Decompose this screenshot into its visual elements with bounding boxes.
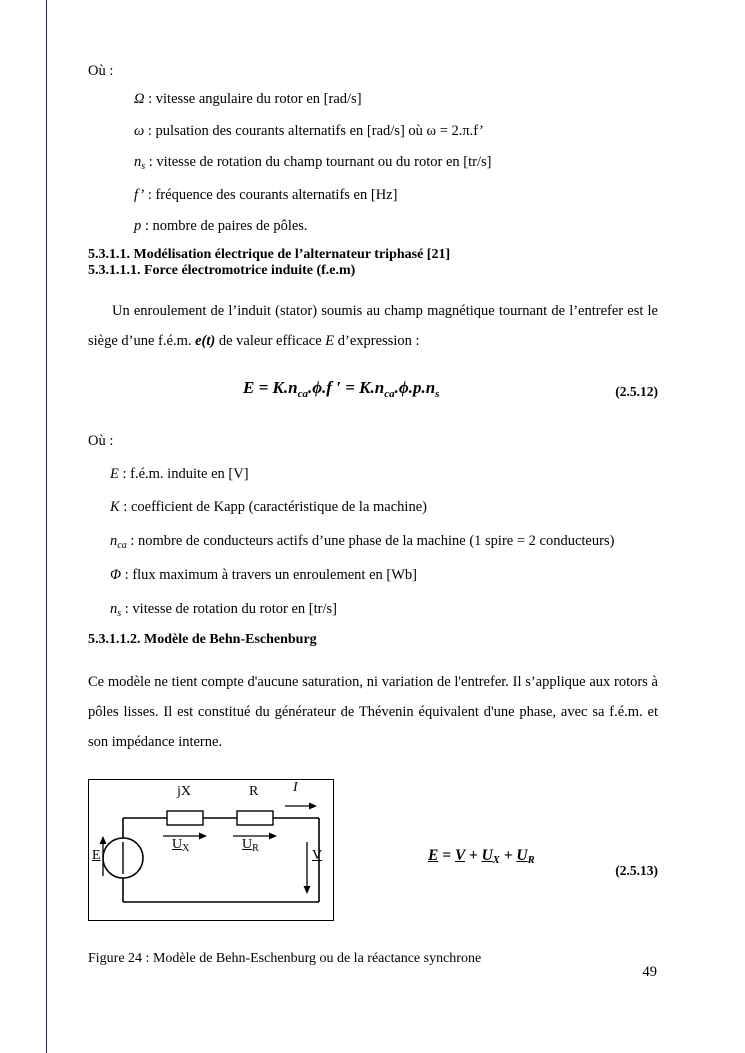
eq2-e: E	[428, 847, 439, 865]
paragraph-fem	[88, 297, 658, 356]
ou-label-2: Où :	[88, 433, 114, 450]
page-number: 49	[642, 964, 657, 980]
paragraph-text-part1: Un enroulement de l’induit (stator) soumis au champ magnétique tournant de l’entrefer est le siège d’une f.é.m.	[88, 302, 658, 349]
section-heading-5-3-1-1: 5.3.1.1. Modélisation électrique de l’alternateur triphasé [21]	[88, 246, 451, 262]
definition-text: : fréquence des courants alternatifs en [Hz]	[144, 186, 398, 203]
label-ux-letter: U	[172, 837, 183, 853]
label-current-i: I	[293, 780, 298, 796]
definition-item	[110, 530, 658, 554]
equation-part-2: .ϕ.f ′ = K.n	[307, 378, 385, 398]
definition-item	[134, 151, 658, 175]
equation-part-1: E = K.n	[243, 378, 298, 398]
eq2-equals: =	[438, 847, 455, 865]
equation-sub-ca-1: ca	[297, 388, 308, 401]
definition-symbol	[110, 601, 121, 617]
definition-item	[134, 215, 658, 237]
eq2-plus-2: +	[499, 847, 517, 865]
definition-symbol: K	[110, 499, 120, 516]
definition-text: : nombre de conducteurs actifs d’une phase de la machine (1 spire = 2 conducteurs)	[126, 532, 615, 549]
definition-list-1	[134, 88, 658, 237]
definition-item	[110, 598, 658, 622]
definition-text: : vitesse de rotation du champ tournant ou du rotor en [tr/s]	[145, 154, 492, 171]
definition-text: : nombre de paires de pôles.	[141, 218, 308, 235]
definition-symbol-text: $n_s$	[110, 600, 122, 619]
eq2-ux: U	[481, 847, 493, 865]
section-heading-5-3-1-1-1: 5.3.1.1.1. Force électromotrice induite (f.e.m)	[88, 262, 356, 278]
equation-2-5-13	[428, 847, 535, 866]
definition-text: : flux maximum à travers un enroulement en [Wb]	[121, 567, 417, 584]
definition-item	[110, 564, 658, 586]
definition-item	[134, 88, 658, 110]
equation-number-2-5-12: (2.5.12)	[615, 384, 658, 400]
eq2-ur: U	[516, 847, 528, 865]
equation-sub-ca-2: ca	[384, 388, 395, 401]
label-ux	[172, 837, 189, 854]
circuit-diagram	[88, 779, 334, 921]
label-e: E	[92, 848, 101, 864]
page-content	[88, 60, 658, 970]
equation-sub-s: s	[435, 388, 440, 401]
ou-label-1: Où :	[88, 63, 114, 79]
label-ur-letter: U	[242, 837, 253, 853]
definition-symbol: E	[110, 465, 119, 482]
definition-symbol: Ω	[134, 91, 145, 108]
definition-list-2	[110, 463, 658, 621]
definition-item	[110, 463, 658, 485]
definition-symbol: f’	[134, 186, 145, 203]
circuit-svg	[89, 780, 330, 917]
paragraph-text: Ce modèle ne tient compte d'aucune saturation, ni variation de l'entrefer. Il s’applique aux rotors à pôles lisses. Il est constitué du générateur de Thévenin équivalent d'une phase, avec sa f.é.m. et son impédance interne.	[88, 674, 658, 750]
eq2-v: V	[454, 847, 465, 865]
paragraph-indent	[88, 303, 112, 319]
definition-text: : vitesse de rotation du rotor en [tr/s]	[121, 600, 337, 617]
eq2-plus-1: +	[465, 847, 482, 865]
definition-symbol	[110, 533, 127, 549]
paragraph-text-part2: de valeur efficace	[215, 332, 326, 349]
equation-number-2-5-13: (2.5.13)	[615, 863, 658, 879]
label-ur	[242, 837, 259, 854]
definition-item	[110, 496, 658, 518]
eq2-ur-sub: R	[527, 855, 535, 867]
definition-symbol: Φ	[110, 567, 122, 584]
definition-symbol: p	[134, 218, 142, 235]
equation-part-3: .ϕ.p.n	[394, 378, 436, 398]
label-jx: jX	[177, 784, 191, 800]
definition-text: : coefficient de Kapp (caractéristique de la machine)	[119, 499, 427, 516]
definition-text: : f.é.m. induite en [V]	[118, 465, 249, 482]
paragraph-behn-eschenburg	[88, 668, 658, 757]
label-ur-sub: R	[252, 843, 259, 855]
definition-item	[134, 184, 658, 206]
label-r: R	[249, 784, 259, 800]
definition-symbol-text: $n_s$	[134, 154, 146, 173]
equation-row-2-5-12	[88, 378, 658, 408]
definition-symbol-text: $n_{ca}$	[110, 532, 127, 551]
section-heading-5-3-1-1-2: 5.3.1.1.2. Modèle de Behn-Eschenburg	[88, 632, 317, 648]
figure-caption: Figure 24 : Modèle de Behn-Eschenburg ou de la réactance synchrone	[88, 951, 482, 967]
definition-text: : pulsation des courants alternatifs en [rad/s] où ω = 2.π.f’	[144, 122, 484, 139]
definition-symbol: ω	[134, 122, 145, 139]
figure-area	[88, 779, 658, 934]
label-ux-sub: X	[182, 843, 190, 855]
label-v: V	[312, 848, 323, 864]
paragraph-text-part3: d’expression :	[334, 332, 420, 349]
eq2-ux-sub: X	[492, 855, 500, 867]
definition-item	[134, 120, 658, 142]
paragraph-emphasis-et: e(t)	[195, 332, 216, 349]
page-left-rule	[46, 0, 47, 1053]
equation-2-5-12	[243, 378, 439, 400]
definition-text: : vitesse angulaire du rotor en [rad/s]	[144, 91, 362, 108]
definition-symbol	[134, 154, 146, 173]
paragraph-emphasis-E: E	[325, 332, 335, 349]
